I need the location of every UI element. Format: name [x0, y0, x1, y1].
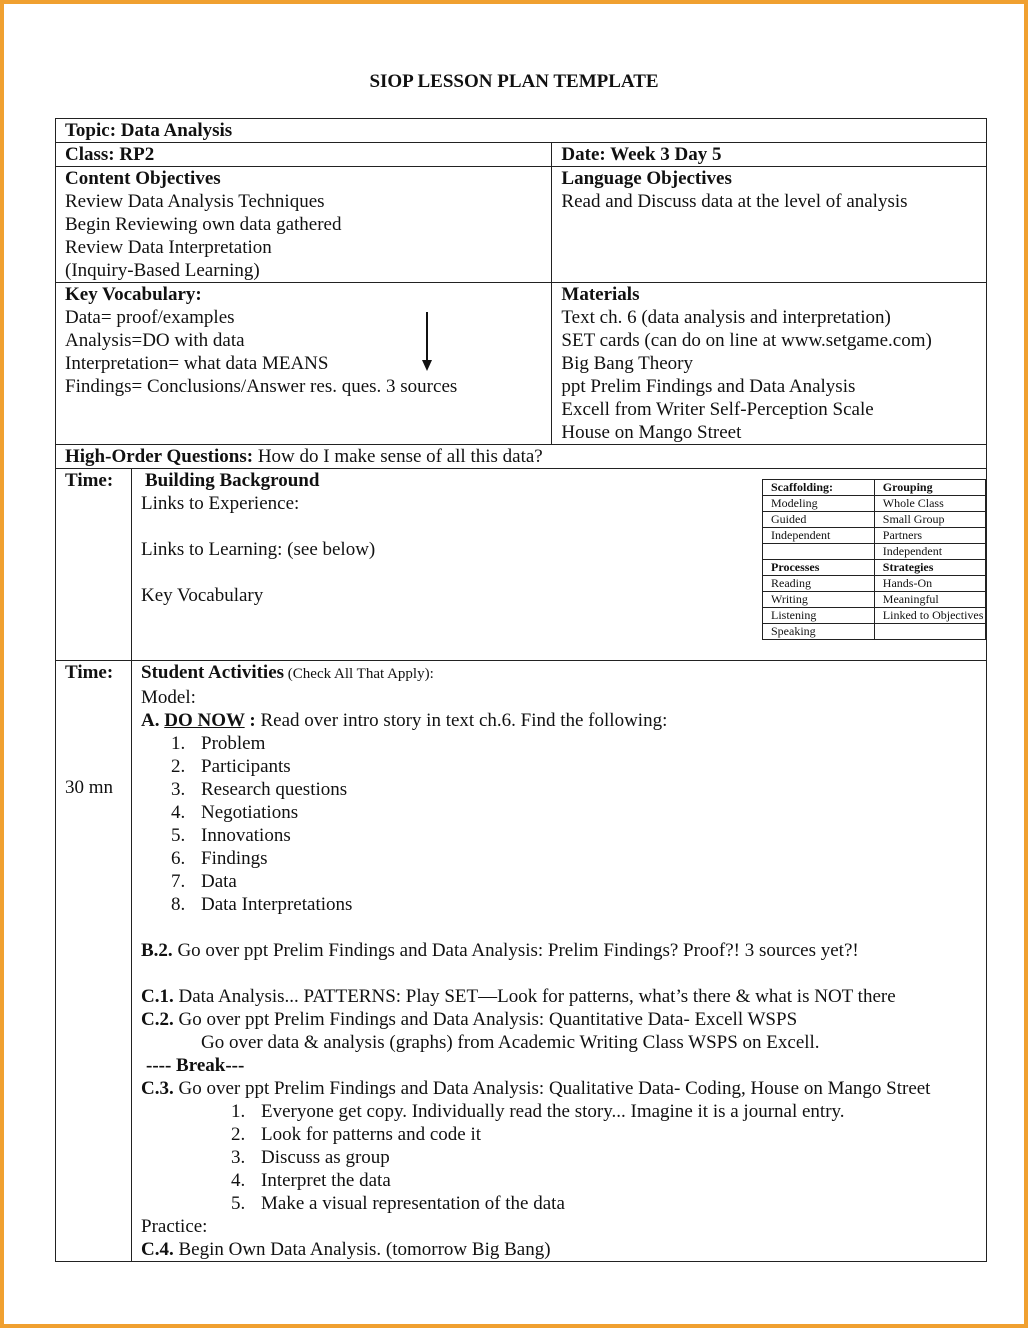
list-item: 3. Research questions: [171, 779, 348, 800]
a-list: [141, 732, 986, 916]
list-item-text: Discuss as group: [261, 1147, 390, 1168]
materials-heading: Materials: [561, 284, 640, 305]
vocab-item: Analysis=DO with data: [65, 330, 245, 351]
mini-cell: Linked to Objectives: [874, 608, 985, 624]
mini-cell: Speaking: [763, 624, 875, 640]
break-label: ---- Break---: [146, 1055, 245, 1076]
list-item: 2. Look for patterns and code it: [231, 1124, 482, 1145]
hoq-text: How do I make sense of all this data?: [253, 446, 543, 467]
hoq-label: High-Order Questions:: [65, 446, 254, 467]
model-label: Model:: [141, 687, 196, 708]
vocab-item: Data= proof/examples: [65, 307, 235, 328]
c2-sub: Go over data & analysis (graphs) from Academic Writing Class WSPS on Excell.: [201, 1032, 820, 1053]
mini-cell: Modeling: [763, 496, 875, 512]
b2-text: Go over ppt Prelim Findings and Data Analysis: Prelim Findings? Proof?! 3 sources yet?!: [172, 940, 859, 961]
mini-cell: Whole Class: [874, 496, 985, 512]
student-activities-cell: [132, 661, 987, 1262]
mini-cell: Hands-On: [874, 576, 985, 592]
content-objectives-heading: Content Objectives: [65, 168, 221, 189]
mini-cell: Small Group: [874, 512, 985, 528]
arrow-down-icon: [419, 312, 435, 372]
list-item: 2. Participants: [171, 756, 291, 777]
c3-list: [141, 1100, 986, 1215]
links-experience: Links to Experience:: [141, 493, 300, 514]
c3-label: C.3.: [141, 1078, 174, 1099]
vocab-item: Interpretation= what data MEANS: [65, 353, 329, 374]
key-vocabulary-heading: Key Vocabulary:: [65, 284, 202, 305]
content-objective-item: Review Data Analysis Techniques: [65, 191, 325, 212]
building-heading: Building Background: [145, 470, 320, 491]
do-now-label: DO NOW: [164, 710, 245, 731]
material-item: Big Bang Theory: [561, 353, 693, 374]
mini-cell: Strategies: [874, 560, 985, 576]
materials-cell: [552, 283, 987, 445]
mini-cell: Grouping: [874, 480, 985, 496]
list-item-text: Negotiations: [201, 802, 299, 823]
mini-cell: Processes: [763, 560, 875, 576]
links-learning: Links to Learning: (see below): [141, 539, 376, 560]
a-colon: :: [244, 710, 256, 731]
lesson-plan-table: [55, 118, 987, 1262]
topic-cell: Topic: Data Analysis: [56, 119, 987, 143]
mini-cell: Listening: [763, 608, 875, 624]
list-item: 1. Everyone get copy. Individually read the story... Imagine it is a journal entry.: [231, 1101, 845, 1122]
activities-duration: 30 mn: [65, 777, 114, 798]
list-item-text: Research questions: [201, 779, 348, 800]
a-text: Read over intro story in text ch.6. Find the following:: [255, 710, 668, 731]
key-vocabulary-cell: [56, 283, 552, 445]
c2-text: Go over ppt Prelim Findings and Data Analysis: Quantitative Data- Excell WSPS: [173, 1009, 798, 1030]
list-item: 4. Negotiations: [171, 802, 299, 823]
list-item: 1. Problem: [171, 733, 266, 754]
a-label: A.: [141, 710, 160, 731]
material-item: ppt Prelim Findings and Data Analysis: [561, 376, 856, 397]
list-item-text: Data: [201, 871, 237, 892]
list-item-text: Innovations: [201, 825, 291, 846]
mini-cell: [874, 624, 985, 640]
c1-text: Data Analysis... PATTERNS: Play SET—Look for patterns, what’s there & what is NOT there: [173, 986, 896, 1007]
b2-label: B.2.: [141, 940, 173, 961]
list-item: 5. Make a visual representation of the data: [231, 1193, 565, 1214]
activities-time-cell: [56, 661, 132, 1262]
practice-label: Practice:: [141, 1216, 208, 1237]
activities-heading: Student Activities: [141, 662, 285, 683]
material-item: Excell from Writer Self-Perception Scale: [561, 399, 874, 420]
list-item-text: Interpret the data: [261, 1170, 391, 1191]
list-item-text: Findings: [201, 848, 268, 869]
list-item: 4. Interpret the data: [231, 1170, 391, 1191]
mini-cell: Independent: [763, 528, 875, 544]
mini-cell: Writing: [763, 592, 875, 608]
mini-cell: Meaningful: [874, 592, 985, 608]
list-item-text: Make a visual representation of the data: [261, 1193, 565, 1214]
key-vocab-label: Key Vocabulary: [141, 585, 264, 606]
list-item: 7. Data: [171, 871, 237, 892]
list-item: 8. Data Interpretations: [171, 894, 353, 915]
mini-cell: Partners: [874, 528, 985, 544]
activities-heading-note: (Check All That Apply):: [284, 666, 434, 682]
list-item-text: Look for patterns and code it: [261, 1124, 482, 1145]
language-objectives-heading: Language Objectives: [561, 168, 732, 189]
list-item: 5. Innovations: [171, 825, 291, 846]
building-time-cell: Time:: [56, 469, 132, 661]
language-objectives-cell: [552, 167, 987, 283]
mini-cell: Reading: [763, 576, 875, 592]
mini-cell: Independent: [874, 544, 985, 560]
list-item-text: Problem: [201, 733, 266, 754]
language-objective-item: Read and Discuss data at the level of analysis: [561, 191, 908, 212]
list-item-text: Participants: [201, 756, 291, 777]
high-order-questions-cell: [56, 445, 987, 469]
material-item: Text ch. 6 (data analysis and interpretation): [561, 307, 891, 328]
content-objective-item: Review Data Interpretation: [65, 237, 272, 258]
activities-time-label: Time:: [65, 662, 114, 683]
content-objective-item: (Inquiry-Based Learning): [65, 260, 260, 281]
content-objectives-cell: [56, 167, 552, 283]
page-title: SIOP LESSON PLAN TEMPLATE: [369, 71, 659, 92]
building-background-cell: [132, 469, 987, 661]
material-item: House on Mango Street: [561, 422, 742, 443]
list-item-text: Data Interpretations: [201, 894, 353, 915]
c1-label: C.1.: [141, 986, 174, 1007]
material-item: SET cards (can do on line at www.setgame.com): [561, 330, 932, 351]
content-objective-item: Begin Reviewing own data gathered: [65, 214, 342, 235]
class-cell: Class: RP2: [56, 143, 552, 167]
mini-cell: [763, 544, 875, 560]
mini-cell: Scaffolding:: [763, 480, 875, 496]
list-item-text: Everyone get copy. Individually read the story... Imagine it is a journal entry.: [261, 1101, 845, 1122]
vocab-item: Findings= Conclusions/Answer res. ques. 3 sources: [65, 376, 458, 397]
c3-text: Go over ppt Prelim Findings and Data Analysis: Qualitative Data- Coding, House on Mango Street: [173, 1078, 931, 1099]
list-item: 6. Findings: [171, 848, 268, 869]
scaffolding-grouping-table: [762, 479, 986, 640]
date-cell: Date: Week 3 Day 5: [552, 143, 987, 167]
mini-cell: Guided: [763, 512, 875, 528]
c4-text: Begin Own Data Analysis. (tomorrow Big Bang): [173, 1239, 551, 1260]
list-item: 3. Discuss as group: [231, 1147, 390, 1168]
c4-label: C.4.: [141, 1239, 174, 1260]
c2-label: C.2.: [141, 1009, 174, 1030]
